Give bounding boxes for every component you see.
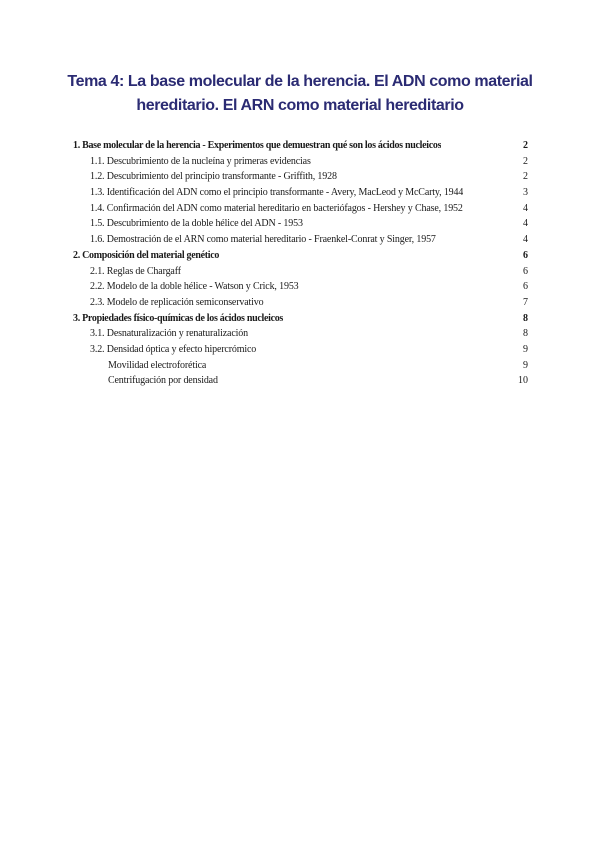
toc-entry-label: 3. Propiedades físico-químicas de los ácidos nucleicos [73,312,284,324]
toc-entry-label: 2.1. Reglas de Chargaff [90,265,181,277]
toc-entry-centrifugacion[interactable] [73,373,528,389]
toc-entry-label: 3.2. Densidad óptica y efecto hipercrómico [90,343,257,355]
toc-entry-page: 9 [523,343,528,355]
toc-entry-3-1[interactable] [73,326,528,342]
toc-entry-page: 3 [523,187,528,199]
toc-entry-label: 1.2. Descubrimiento del principio transformante - Griffith, 1928 [90,171,337,183]
toc-entry-label: 1.3. Identificación del ADN como el principio transformante - Avery, MacLeod y McCarty, 1944 [90,187,464,199]
toc-entry-label: Centrifugación por densidad [108,375,218,387]
toc-entry-page: 8 [523,312,528,324]
toc-entry-1-1[interactable] [73,154,528,170]
toc-entry-2[interactable] [73,248,528,264]
toc-entry-page: 6 [523,265,528,277]
toc-entry-1-6[interactable] [73,232,528,248]
page-title [60,70,540,118]
toc-entry-1-4[interactable] [73,201,528,217]
toc-entry-2-3[interactable] [73,295,528,311]
title-line-2: hereditario. El ARN como material hereditario [136,97,464,114]
toc-entry-movilidad[interactable] [73,358,528,374]
toc-entry-page: 2 [523,171,528,183]
toc-entry-1-2[interactable] [73,169,528,185]
toc-entry-page: 4 [523,218,528,230]
toc-entry-label: 2. Composición del material genético [73,249,220,261]
toc-entry-page: 10 [518,375,528,387]
toc-entry-page: 2 [523,155,528,167]
toc-entry-page: 8 [523,328,528,340]
title-line-1: Tema 4: La base molecular de la herencia. El ADN como material [67,73,533,90]
toc-entry-label: 1.1. Descubrimiento de la nucleína y primeras evidencias [90,155,311,167]
toc-entry-2-2[interactable] [73,279,528,295]
toc-entry-label: 1.6. Demostración de el ARN como material hereditario - Fraenkel-Conrat y Singer, 1957 [90,234,436,246]
toc-entry-label: 1.5. Descubrimiento de la doble hélice del ADN - 1953 [90,218,303,230]
toc-entry-2-1[interactable] [73,264,528,280]
toc-entry-page: 4 [523,202,528,214]
toc-entry-1-5[interactable] [73,216,528,232]
toc-entry-page: 4 [523,234,528,246]
toc-entry-label: 2.3. Modelo de replicación semiconservativo [90,296,264,308]
toc-entry-page: 7 [523,296,528,308]
toc-entry-1[interactable] [73,138,528,154]
table-of-contents [73,138,528,389]
toc-entry-page: 6 [523,281,528,293]
toc-entry-3[interactable] [73,311,528,327]
toc-entry-1-3[interactable] [73,185,528,201]
toc-entry-label: 3.1. Desnaturalización y renaturalización [90,328,248,340]
toc-entry-label: 1. Base molecular de la herencia - Experimentos que demuestran qué son los ácidos nucleicos [73,140,442,151]
toc-entry-label: 2.2. Modelo de la doble hélice - Watson y Crick, 1953 [90,281,299,293]
toc-entry-label: Movilidad electroforética [108,359,207,371]
toc-entry-page: 2 [523,140,528,151]
toc-entry-label: 1.4. Confirmación del ADN como material hereditario en bacteriófagos - Hershey y Chase, 1952 [90,202,463,214]
toc-entry-page: 6 [523,249,528,261]
toc-entry-page: 9 [523,359,528,371]
toc-entry-3-2[interactable] [73,342,528,358]
